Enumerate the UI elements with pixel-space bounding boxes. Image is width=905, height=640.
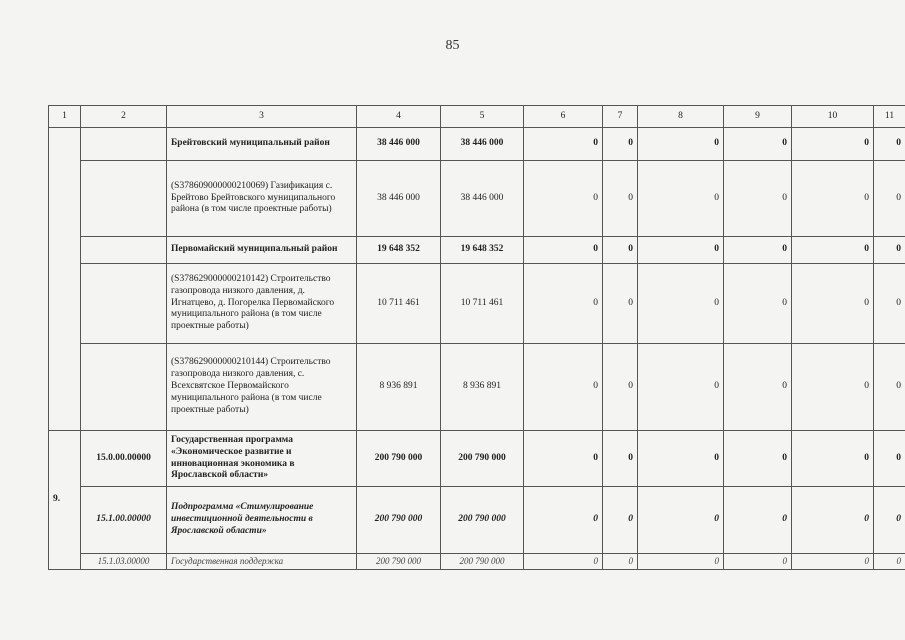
table-row xyxy=(49,487,905,554)
cell-col9: 0 xyxy=(724,431,792,487)
row-description: (S378609000000210069) Газификация с. Брейтово Брейтовского муниципального района (в том числе проектные работы) xyxy=(167,161,357,237)
cell-col5: 19 648 352 xyxy=(441,237,524,264)
col-header: 8 xyxy=(638,106,724,128)
cell-col10: 0 xyxy=(792,237,874,264)
row-description: Подпрограмма «Стимулирование инвестиционной деятельности в Ярославской области» xyxy=(167,487,357,554)
cell-col9: 0 xyxy=(724,161,792,237)
cell-col11: 0 xyxy=(874,128,905,161)
row-index xyxy=(49,128,81,431)
cell-col9: 0 xyxy=(724,264,792,344)
cell-col4: 38 446 000 xyxy=(357,128,441,161)
table-row xyxy=(49,264,905,344)
col-header: 1 xyxy=(49,106,81,128)
table-row xyxy=(49,344,905,431)
cell-col9: 0 xyxy=(724,554,792,570)
row-description: (S378629000000210142) Строительство газопровода низкого давления, д. Игнатцево, д. Погорелка Первомайского муниципального района (в том числе проектные работы) xyxy=(167,264,357,344)
cell-col6: 0 xyxy=(524,487,603,554)
row-code: 15.1.00.00000 xyxy=(81,487,167,554)
row-index: 9. xyxy=(49,431,81,570)
cell-col11: 0 xyxy=(874,161,905,237)
row-description: Первомайский муниципальный район xyxy=(167,237,357,264)
cell-col4: 19 648 352 xyxy=(357,237,441,264)
row-code xyxy=(81,161,167,237)
cell-col7: 0 xyxy=(603,554,638,570)
cell-col7: 0 xyxy=(603,237,638,264)
table-row xyxy=(49,161,905,237)
cell-col7: 0 xyxy=(603,431,638,487)
header-row xyxy=(49,106,905,128)
cell-col7: 0 xyxy=(603,161,638,237)
cell-col11: 0 xyxy=(874,344,905,431)
cell-col11: 0 xyxy=(874,487,905,554)
row-code xyxy=(81,344,167,431)
cell-col7: 0 xyxy=(603,344,638,431)
col-header: 9 xyxy=(724,106,792,128)
cell-col10: 0 xyxy=(792,487,874,554)
cell-col9: 0 xyxy=(724,344,792,431)
cell-col11: 0 xyxy=(874,554,905,570)
cell-col6: 0 xyxy=(524,431,603,487)
row-code: 15.1.03.00000 xyxy=(81,554,167,570)
cell-col9: 0 xyxy=(724,237,792,264)
cell-col7: 0 xyxy=(603,487,638,554)
cell-col7: 0 xyxy=(603,264,638,344)
page-number: 85 xyxy=(445,38,460,53)
cell-col7: 0 xyxy=(603,128,638,161)
cell-col6: 0 xyxy=(524,264,603,344)
row-description: Государственная поддержка xyxy=(167,554,357,570)
cell-col11: 0 xyxy=(874,237,905,264)
cell-col5: 38 446 000 xyxy=(441,161,524,237)
cell-col8: 0 xyxy=(638,431,724,487)
table-row xyxy=(49,554,905,570)
cell-col5: 8 936 891 xyxy=(441,344,524,431)
col-header: 5 xyxy=(441,106,524,128)
cell-col10: 0 xyxy=(792,264,874,344)
cell-col5: 200 790 000 xyxy=(441,554,524,570)
row-description: Государственная программа «Экономическое развитие и инновационная экономика в Ярославской области» xyxy=(167,431,357,487)
row-description: (S378629000000210144) Строительство газопровода низкого давления, с. Всехсвятское Первомайского муниципального района (в том числе проектные работы) xyxy=(167,344,357,431)
cell-col8: 0 xyxy=(638,264,724,344)
cell-col8: 0 xyxy=(638,554,724,570)
cell-col5: 200 790 000 xyxy=(441,487,524,554)
row-code xyxy=(81,264,167,344)
cell-col8: 0 xyxy=(638,161,724,237)
col-header: 11 xyxy=(874,106,905,128)
cell-col10: 0 xyxy=(792,344,874,431)
budget-table xyxy=(48,105,905,570)
cell-col8: 0 xyxy=(638,128,724,161)
cell-col10: 0 xyxy=(792,431,874,487)
cell-col5: 200 790 000 xyxy=(441,431,524,487)
cell-col6: 0 xyxy=(524,128,603,161)
table-row xyxy=(49,128,905,161)
table-row xyxy=(49,237,905,264)
col-header: 10 xyxy=(792,106,874,128)
cell-col6: 0 xyxy=(524,161,603,237)
row-description: Брейтовский муниципальный район xyxy=(167,128,357,161)
col-header: 3 xyxy=(167,106,357,128)
cell-col8: 0 xyxy=(638,487,724,554)
cell-col10: 0 xyxy=(792,161,874,237)
col-header: 2 xyxy=(81,106,167,128)
cell-col5: 38 446 000 xyxy=(441,128,524,161)
cell-col5: 10 711 461 xyxy=(441,264,524,344)
cell-col11: 0 xyxy=(874,431,905,487)
col-header: 4 xyxy=(357,106,441,128)
col-header: 6 xyxy=(524,106,603,128)
cell-col6: 0 xyxy=(524,344,603,431)
cell-col8: 0 xyxy=(638,344,724,431)
cell-col6: 0 xyxy=(524,237,603,264)
cell-col10: 0 xyxy=(792,554,874,570)
cell-col4: 200 790 000 xyxy=(357,487,441,554)
cell-col8: 0 xyxy=(638,237,724,264)
cell-col9: 0 xyxy=(724,487,792,554)
cell-col11: 0 xyxy=(874,264,905,344)
cell-col4: 38 446 000 xyxy=(357,161,441,237)
row-code xyxy=(81,237,167,264)
cell-col6: 0 xyxy=(524,554,603,570)
table-row xyxy=(49,431,905,487)
row-code xyxy=(81,128,167,161)
col-header: 7 xyxy=(603,106,638,128)
cell-col9: 0 xyxy=(724,128,792,161)
cell-col4: 10 711 461 xyxy=(357,264,441,344)
cell-col4: 200 790 000 xyxy=(357,554,441,570)
cell-col4: 8 936 891 xyxy=(357,344,441,431)
cell-col4: 200 790 000 xyxy=(357,431,441,487)
row-code: 15.0.00.00000 xyxy=(81,431,167,487)
cell-col10: 0 xyxy=(792,128,874,161)
